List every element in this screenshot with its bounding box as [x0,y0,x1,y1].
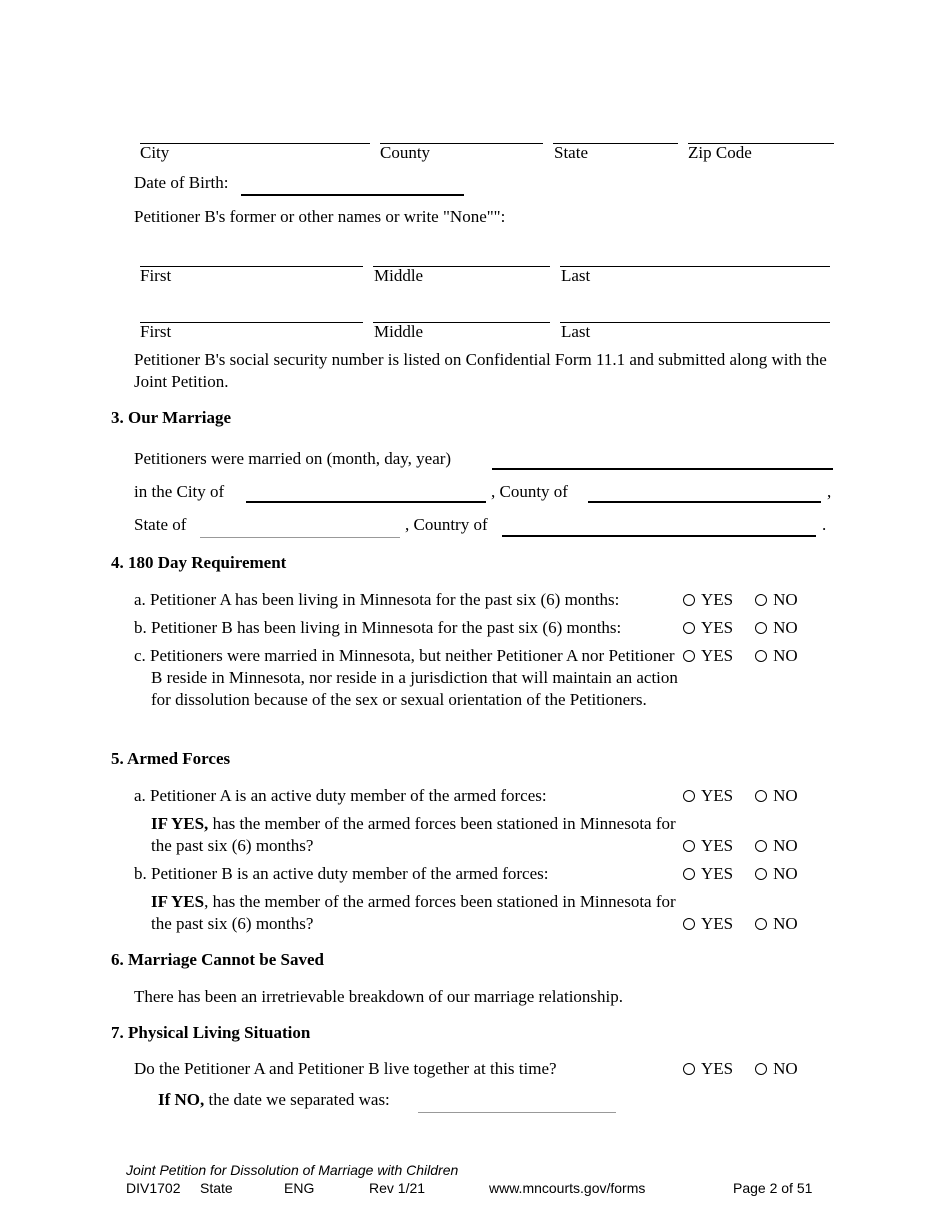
armed-forces-a-radio-group [683,786,798,806]
radio-circle-icon [683,650,695,662]
armed-forces-a-stationed-no-radio[interactable]: NO [755,836,798,856]
marriage-country-field[interactable] [502,517,816,537]
section-4-heading: 4. 180 Day Requirement [111,553,287,572]
residency-b-radio-group [683,618,798,638]
residency-a-no-radio[interactable]: NO [755,590,798,610]
marriage-city-label: in the City of [134,482,225,501]
residency-c-question: c. Petitioners were married in Minnesota, but neither Petitioner A nor Petitioner B reside in Minnesota, nor reside in a jurisdiction that will maintain an action for dissolution because of the sex or sexual orientation of the Petitioners. [134,646,678,709]
armed-forces-a-question: a. Petitioner A is an active duty member of the armed forces: [134,786,547,805]
footer-page-number: Page 2 of 51 [733,1180,813,1196]
date-of-birth-label: Date of Birth: [134,173,229,192]
live-together-question: Do the Petitioner A and Petitioner B live together at this time? [134,1059,557,1078]
radio-circle-icon [683,840,695,852]
section-6-heading: 6. Marriage Cannot be Saved [111,950,324,969]
live-together-radio-group [683,1059,798,1079]
county-field[interactable] [380,124,543,144]
former-name-2-last-label: Last [561,322,591,341]
armed-forces-b-question: b. Petitioner B is an active duty member of the armed forces: [134,864,549,883]
armed-forces-b-radio-group [683,864,798,884]
date-of-birth-field[interactable] [241,176,464,196]
radio-circle-icon [683,790,695,802]
former-name-2-last-field[interactable] [560,303,830,323]
armed-forces-a-stationed-question: IF YES, has the member of the armed forces been stationed in Minnesota for the past six (6) months? [151,814,676,855]
married-on-label: Petitioners were married on (month, day, year) [134,449,452,468]
radio-circle-icon [755,868,767,880]
marriage-state-field[interactable] [200,518,400,538]
residency-a-yes-radio[interactable]: YES [683,590,733,610]
period-text: . [822,515,827,534]
state-field[interactable] [553,124,678,144]
footer-form-title: Joint Petition for Dissolution of Marriage with Children [126,1162,459,1178]
radio-circle-icon [683,868,695,880]
ssn-notice: Petitioner B's social security number is listed on Confidential Form 11.1 and submitted along with the Joint Petition. [134,350,827,391]
radio-circle-icon [755,840,767,852]
footer-jurisdiction: State [200,1180,233,1196]
former-name-1-last-field[interactable] [560,247,830,267]
radio-circle-icon [755,918,767,930]
residency-c-yes-radio[interactable]: YES [683,646,733,666]
radio-circle-icon [683,622,695,634]
armed-forces-a-stationed-yes-radio[interactable]: YES [683,836,733,856]
zip-code-label: Zip Code [688,143,752,162]
former-name-1-middle-field[interactable] [373,247,550,267]
zip-code-field[interactable] [688,124,834,144]
former-name-1-last-label: Last [561,266,591,285]
radio-circle-icon [755,1063,767,1075]
footer-url[interactable]: www.mncourts.gov/forms [489,1180,646,1196]
breakdown-statement: There has been an irretrievable breakdown of our marriage relationship. [134,987,624,1006]
marriage-city-field[interactable] [246,483,486,503]
residency-c-no-radio[interactable]: NO [755,646,798,666]
radio-circle-icon [683,594,695,606]
armed-forces-b-stationed-no-radio[interactable]: NO [755,914,798,934]
city-field[interactable] [140,124,370,144]
armed-forces-a-yes-radio[interactable]: YES [683,786,733,806]
armed-forces-b-stationed-question: IF YES, has the member of the armed forces been stationed in Minnesota for the past six (6) months? [151,892,676,933]
former-name-1-first-field[interactable] [140,247,363,267]
former-name-2-first-label: First [140,322,172,341]
live-together-yes-radio[interactable]: YES [683,1059,733,1079]
residency-a-radio-group [683,590,798,610]
former-name-2-first-field[interactable] [140,303,363,323]
former-name-1-middle-label: Middle [374,266,424,285]
armed-forces-b-yes-radio[interactable]: YES [683,864,733,884]
residency-c-radio-group [683,646,798,666]
comma-text: , [827,482,832,501]
residency-b-question: b. Petitioner B has been living in Minnesota for the past six (6) months: [134,618,622,637]
armed-forces-b-no-radio[interactable]: NO [755,864,798,884]
armed-forces-b-stationed-radio-group [683,914,798,934]
former-names-label: Petitioner B's former or other names or write "None"": [134,207,506,226]
separation-date-label: If NO, the date we separated was: [158,1090,390,1109]
marriage-county-field[interactable] [588,483,821,503]
separation-date-field[interactable] [418,1093,616,1113]
former-name-2-middle-field[interactable] [373,303,550,323]
residency-b-yes-radio[interactable]: YES [683,618,733,638]
radio-circle-icon [683,918,695,930]
radio-circle-icon [755,594,767,606]
radio-circle-icon [755,622,767,634]
live-together-no-radio[interactable]: NO [755,1059,798,1079]
marriage-county-label: , County of [491,482,568,501]
residency-a-question: a. Petitioner A has been living in Minnesota for the past six (6) months: [134,590,620,609]
armed-forces-b-stationed-yes-radio[interactable]: YES [683,914,733,934]
radio-circle-icon [755,650,767,662]
footer-language: ENG [284,1180,315,1196]
armed-forces-a-no-radio[interactable]: NO [755,786,798,806]
marriage-date-field[interactable] [492,450,833,470]
marriage-country-label: , Country of [405,515,488,534]
marriage-state-label: State of [134,515,187,534]
armed-forces-a-stationed-radio-group [683,836,798,856]
section-7-heading: 7. Physical Living Situation [111,1023,311,1042]
footer-form-id: DIV1702 [126,1180,181,1196]
section-3-heading: 3. Our Marriage [111,408,232,427]
footer-revision: Rev 1/21 [369,1180,426,1196]
radio-circle-icon [755,790,767,802]
residency-b-no-radio[interactable]: NO [755,618,798,638]
section-5-heading: 5. Armed Forces [111,749,231,768]
radio-circle-icon [683,1063,695,1075]
state-label: State [554,143,588,162]
former-name-2-middle-label: Middle [374,322,424,341]
former-name-1-first-label: First [140,266,172,285]
city-label: City [140,143,170,162]
county-label: County [380,143,431,162]
